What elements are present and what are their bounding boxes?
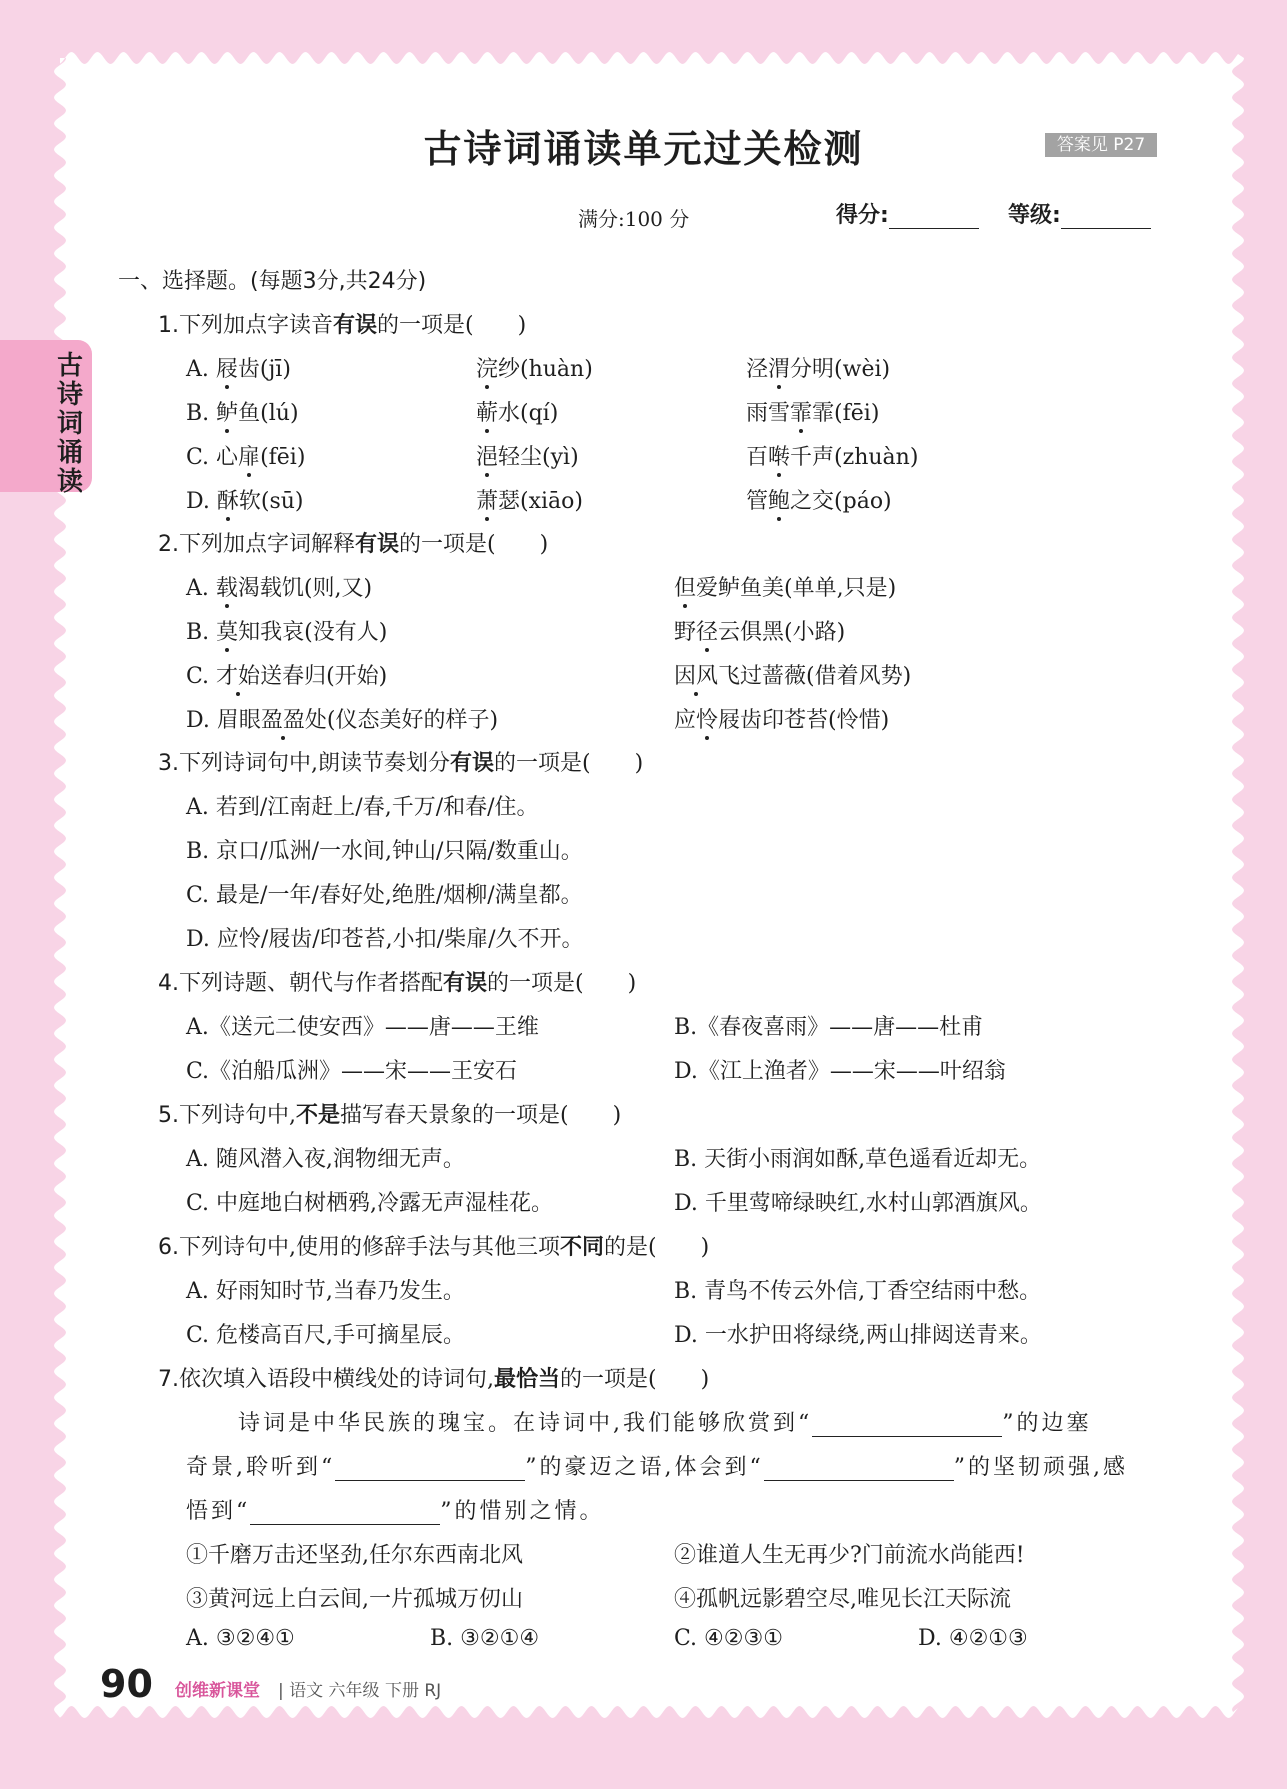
q3-option-c[interactable]: C. 最是/一年/春好处,绝胜/烟柳/满皇都。 (186, 883, 583, 908)
q4-option-d[interactable]: D.《江上渔者》——宋——叶绍翁 (674, 1059, 1006, 1084)
q6-option-c[interactable]: C. 危楼高百尺,手可摘星辰。 (186, 1323, 466, 1348)
q4-option-c[interactable]: C.《泊船瓜洲》——宋——王安石 (186, 1059, 518, 1084)
q3-option-b[interactable]: B. 京口/瓜洲/一水间,钟山/只隔/数重山。 (186, 839, 583, 864)
q6-option-d[interactable]: D. 一水护田将绿绕,两山排闼送青来。 (674, 1323, 1042, 1348)
passage-blank-1[interactable] (812, 1412, 1002, 1437)
score-label: 得分: (836, 203, 889, 228)
q1-option-d-2: 萧瑟(xiāo) (476, 484, 583, 515)
grade-blank[interactable] (1061, 202, 1151, 229)
q5-option-a[interactable]: A. 随风潜入夜,润物细无声。 (186, 1147, 465, 1172)
q7-passage-line-3: 悟到“ ”的惜别之情。 (186, 1499, 605, 1524)
q2-option-a-l[interactable]: A. 载渴载饥(则,又) (186, 571, 372, 602)
q7-passage-line-1: 诗词是中华民族的瑰宝。在诗词中,我们能够欣赏到“ ”的边塞 (238, 1411, 1092, 1436)
answer-reference-tag: 答案见 P27 (1045, 133, 1157, 157)
question-4: 4.下列诗题、朝代与作者搭配有误的一项是( ) (158, 971, 637, 996)
score-blank[interactable] (889, 202, 979, 229)
q7-item-1: ①千磨万击还坚劲,任尔东西南北风 (186, 1543, 523, 1568)
side-tab-label: 古诗词诵读 (56, 351, 83, 497)
q2-option-d-l[interactable]: D. 眉眼盈盈处(仪态美好的样子) (186, 703, 498, 734)
q6-option-b[interactable]: B. 青鸟不传云外信,丁香空结雨中愁。 (674, 1279, 1042, 1304)
q7-option-c[interactable]: C. ④②③① (674, 1626, 783, 1651)
q1-option-c-2: 浥轻尘(yì) (476, 440, 579, 471)
page-number: 90 (100, 1662, 153, 1706)
passage-blank-3[interactable] (764, 1456, 954, 1481)
q1-option-a-1[interactable]: A. 屐齿(jī) (186, 352, 291, 383)
q1-option-d-1[interactable]: D. 酥软(sū) (186, 484, 304, 515)
grade-field[interactable] (1008, 198, 1151, 229)
q1-option-c-1[interactable]: C. 心扉(fēi) (186, 440, 305, 471)
q2-option-b-r: 野径云俱黑(小路) (674, 615, 845, 646)
q5-option-b[interactable]: B. 天街小雨润如酥,草色遥看近却无。 (674, 1147, 1042, 1172)
q4-option-a[interactable]: A.《送元二使安西》——唐——王维 (186, 1015, 539, 1040)
q1-option-c-3: 百啭千声(zhuàn) (746, 440, 918, 471)
brand-name: 创维新课堂 (175, 1681, 260, 1701)
q2-option-c-r: 因风飞过蔷薇(借着风势) (674, 659, 911, 690)
question-1: 1.下列加点字读音有误的一项是( ) (158, 313, 527, 338)
q7-item-3: ③黄河远上白云间,一片孤城万仞山 (186, 1587, 523, 1612)
q1-option-a-2: 浣纱(huàn) (476, 352, 593, 383)
section-heading: 一、选择题。(每题3分,共24分) (118, 269, 427, 294)
question-5: 5.下列诗句中,不是描写春天景象的一项是( ) (158, 1103, 622, 1128)
question-2: 2.下列加点字词解释有误的一项是( ) (158, 532, 549, 557)
grade-label: 等级: (1008, 203, 1061, 228)
page-title: 古诗词诵读单元过关检测 (423, 127, 864, 171)
q1-option-b-1[interactable]: B. 鲈鱼(lú) (186, 396, 299, 427)
q1-option-a-3: 泾渭分明(wèi) (746, 352, 890, 383)
full-score: 满分:100 分 (578, 207, 690, 231)
q7-item-2: ②谁道人生无再少?门前流水尚能西! (674, 1543, 1025, 1568)
question-7: 7.依次填入语段中横线处的诗词句,最恰当的一项是( ) (158, 1367, 710, 1392)
passage-blank-4[interactable] (250, 1500, 440, 1525)
q5-option-d[interactable]: D. 千里莺啼绿映红,水村山郭酒旗风。 (674, 1191, 1042, 1216)
q2-option-a-r: 但爱鲈鱼美(单单,只是) (674, 571, 896, 602)
q6-option-a[interactable]: A. 好雨知时节,当春乃发生。 (186, 1279, 465, 1304)
question-6: 6.下列诗句中,使用的修辞手法与其他三项不同的是( ) (158, 1235, 710, 1260)
question-3: 3.下列诗词句中,朗读节奏划分有误的一项是( ) (158, 751, 644, 776)
q4-option-b[interactable]: B.《春夜喜雨》——唐——杜甫 (674, 1015, 984, 1040)
q7-option-d[interactable]: D. ④②①③ (918, 1626, 1028, 1651)
q1-option-d-3: 管鲍之交(páo) (746, 484, 892, 515)
q3-option-d[interactable]: D. 应怜/屐齿/印苍苔,小扣/柴扉/久不开。 (186, 927, 584, 952)
q7-item-4: ④孤帆远影碧空尽,唯见长江天际流 (674, 1587, 1011, 1612)
q2-option-c-l[interactable]: C. 才始送春归(开始) (186, 659, 387, 690)
q5-option-c[interactable]: C. 中庭地白树栖鸦,冷露无声湿桂花。 (186, 1191, 554, 1216)
q2-option-d-r: 应怜屐齿印苍苔(怜惜) (674, 703, 889, 734)
passage-blank-2[interactable] (335, 1456, 525, 1481)
q3-option-a[interactable]: A. 若到/江南赶上/春,千万/和春/住。 (186, 795, 539, 820)
q2-option-b-l[interactable]: B. 莫知我哀(没有人) (186, 615, 387, 646)
score-field[interactable] (836, 198, 979, 229)
q1-option-b-2: 蕲水(qí) (476, 396, 558, 427)
q7-option-a[interactable]: A. ③②④① (186, 1626, 295, 1651)
q7-option-b[interactable]: B. ③②①④ (430, 1626, 540, 1651)
q1-option-b-3: 雨雪霏霏(fēi) (746, 396, 879, 427)
subject-info: | 语文 六年级 下册 RJ (278, 1681, 442, 1701)
q7-passage-line-2: 奇景,聆听到“ ”的豪迈之语,体会到“ ”的坚韧顽强,感 (186, 1455, 1128, 1480)
